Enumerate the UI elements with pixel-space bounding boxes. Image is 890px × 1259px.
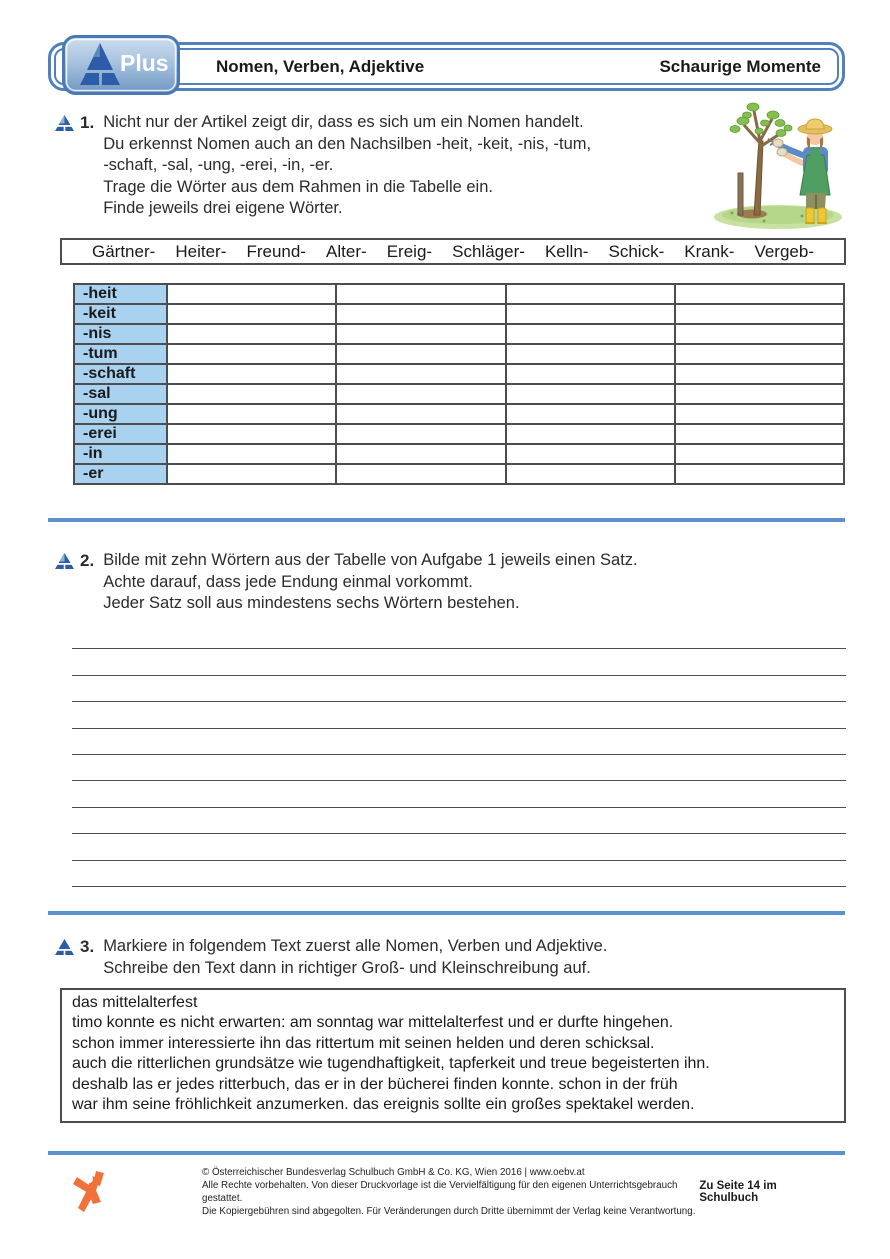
task-text-line: Bilde mit zehn Wörtern aus der Tabelle von Aufgabe 1 jeweils einen Satz. [103, 551, 638, 569]
task-pyramid-icon [55, 939, 74, 955]
word-frame-item: Schick- [608, 241, 665, 261]
task-pyramid-icon [55, 553, 74, 569]
suffix-label-cell: -tum [74, 344, 167, 364]
empty-fill-in-cell [506, 464, 675, 484]
table-row [74, 364, 844, 384]
writing-line [72, 702, 846, 728]
word-frame-item: Vergeb- [754, 241, 814, 261]
empty-fill-in-cell [675, 304, 844, 324]
empty-fill-in-cell [675, 364, 844, 384]
task-text-line: Trage die Wörter aus dem Rahmen in die Tabelle ein. [103, 177, 493, 196]
box-text-line: auch die ritterlichen grundsätze wie tugendhaftigkeit, tapferkeit und treue begeisterten ihn. [72, 1055, 710, 1073]
empty-fill-in-cell [506, 324, 675, 344]
word-frame-item: Krank- [684, 241, 735, 261]
empty-fill-in-cell [336, 384, 505, 404]
empty-fill-in-cell [167, 384, 336, 404]
task-text-line: Du erkennst Nomen auch an den Nachsilben -heit, -keit, -nis, -tum, [103, 134, 592, 153]
empty-fill-in-cell [336, 344, 505, 364]
table-row [74, 444, 844, 464]
empty-fill-in-cell [336, 404, 505, 424]
empty-fill-in-cell [167, 344, 336, 364]
box-text-line: das mittelalterfest [72, 994, 198, 1011]
task-text-line: -schaft, -sal, -ung, -erei, -in, -er. [103, 156, 334, 174]
suffix-table [73, 283, 845, 485]
empty-fill-in-cell [167, 304, 336, 324]
empty-fill-in-cell [506, 344, 675, 364]
writing-line [72, 755, 846, 781]
writing-lines [72, 623, 846, 887]
task-text-line: Achte darauf, dass jede Endung einmal vorkommt. [103, 572, 473, 591]
empty-fill-in-cell [167, 444, 336, 464]
empty-fill-in-cell [336, 444, 505, 464]
suffix-label-cell: -heit [74, 284, 167, 304]
empty-fill-in-cell [167, 464, 336, 484]
empty-fill-in-cell [167, 324, 336, 344]
empty-fill-in-cell [675, 464, 844, 484]
word-frame-item: Alter- [326, 241, 367, 261]
empty-fill-in-cell [675, 324, 844, 344]
empty-fill-in-cell [675, 404, 844, 424]
writing-line [72, 861, 846, 887]
task-text-line: Schreibe den Text dann in richtiger Groß- und Kleinschreibung auf. [103, 958, 591, 977]
task-2 [55, 550, 755, 615]
empty-fill-in-cell [336, 364, 505, 384]
task-number: 1. [80, 113, 95, 132]
empty-fill-in-cell [336, 284, 505, 304]
empty-fill-in-cell [167, 404, 336, 424]
suffix-table-body [74, 284, 844, 484]
page-title: Nomen, Verben, Adjektive [216, 56, 425, 76]
empty-fill-in-cell [506, 364, 675, 384]
gardener-image [702, 95, 857, 230]
task-pyramid-icon [55, 115, 74, 131]
table-row [74, 344, 844, 364]
table-row [74, 404, 844, 424]
suffix-label-cell: -sal [74, 384, 167, 404]
footer-text-line: Alle Rechte vorbehalten. Von dieser Druckvorlage ist die Vervielfältigung für den eigenen Unterrichtsgebrauch gestattet. [202, 1180, 678, 1204]
writing-line [72, 676, 846, 702]
suffix-label-cell: -in [74, 444, 167, 464]
plus-logo-icon [62, 35, 180, 95]
table-row [74, 384, 844, 404]
suffix-label-cell: -nis [74, 324, 167, 344]
word-frame-item: Kelln- [544, 241, 589, 261]
schoolbook-page-reference: Zu Seite 14 im Schulbuch [699, 1180, 777, 1204]
task-text-line: Markiere in folgendem Text zuerst alle Nomen, Verben und Adjektive. [103, 937, 608, 955]
box-text-line: schon immer interessierte ihn das rittertum mit seinen helden und deren schicksal. [72, 1034, 655, 1052]
word-frame-item: Freund- [246, 241, 306, 261]
table-row [74, 324, 844, 344]
section-divider [48, 518, 845, 522]
empty-fill-in-cell [336, 304, 505, 324]
empty-fill-in-cell [167, 284, 336, 304]
writing-line [72, 623, 846, 649]
task-instructions [103, 936, 607, 979]
task-number: 2. [80, 551, 95, 570]
svg-text:Plus: Plus [120, 50, 169, 76]
empty-fill-in-cell [506, 304, 675, 324]
box-text-line: deshalb las er jedes ritterbuch, das er in der bücherei finden konnte. schon in der früh [72, 1075, 678, 1093]
word-frame [60, 238, 846, 265]
footer-text-line: Die Kopiergebühren sind abgegolten. Für Veränderungen durch Dritte übernimmt der Verlag keine Verantwortung. [202, 1206, 696, 1217]
suffix-label-cell: -schaft [74, 364, 167, 384]
task-3 [55, 936, 755, 979]
suffix-label-cell: -erei [74, 424, 167, 444]
writing-line [72, 808, 846, 834]
writing-line [72, 649, 846, 675]
table-row [74, 284, 844, 304]
theme-title: Schaurige Momente [659, 56, 821, 76]
empty-fill-in-cell [675, 384, 844, 404]
table-row [74, 304, 844, 324]
suffix-label-cell: -keit [74, 304, 167, 324]
gardener-illustration [702, 95, 857, 230]
footer-text-line: © Österreichischer Bundesverlag Schulbuch GmbH & Co. KG, Wien 2016 | www.oebv.at [202, 1167, 585, 1178]
writing-line [72, 729, 846, 755]
empty-fill-in-cell [506, 444, 675, 464]
suffix-label-cell: -ung [74, 404, 167, 424]
task-1 [55, 112, 715, 220]
empty-fill-in-cell [675, 424, 844, 444]
empty-fill-in-cell [506, 404, 675, 424]
task-instructions [103, 112, 591, 220]
section-divider [48, 911, 845, 915]
plus-logo [62, 35, 180, 95]
footer [48, 1166, 845, 1218]
empty-fill-in-cell [336, 324, 505, 344]
word-frame-item: Ereig- [386, 241, 433, 261]
word-frame-item: Gärtner- [92, 241, 156, 261]
task-text-line: Finde jeweils drei eigene Wörter. [103, 199, 343, 217]
empty-fill-in-cell [675, 284, 844, 304]
empty-fill-in-cell [167, 364, 336, 384]
footer-divider [48, 1151, 845, 1155]
writing-line [72, 781, 846, 807]
word-frame-item: Heiter- [175, 241, 227, 261]
table-row [74, 424, 844, 444]
empty-fill-in-cell [336, 464, 505, 484]
empty-fill-in-cell [675, 344, 844, 364]
empty-fill-in-cell [167, 424, 336, 444]
task-text-line: Nicht nur der Artikel zeigt dir, dass es sich um ein Nomen handelt. [103, 113, 584, 131]
empty-fill-in-cell [336, 424, 505, 444]
oebv-logo-icon [70, 1166, 114, 1218]
empty-fill-in-cell [506, 284, 675, 304]
word-frame-item: Schläger- [452, 241, 525, 261]
empty-fill-in-cell [506, 384, 675, 404]
writing-line [72, 834, 846, 860]
copyright-text [202, 1166, 699, 1218]
empty-fill-in-cell [675, 444, 844, 464]
empty-fill-in-cell [506, 424, 675, 444]
task-text-line: Jeder Satz soll aus mindestens sechs Wörtern bestehen. [103, 594, 520, 612]
exercise-text-box [60, 988, 846, 1123]
box-text-line: timo konnte es nicht erwarten: am sonntag war mittelalterfest und er durfte hingehen. [72, 1014, 674, 1032]
table-row [74, 464, 844, 484]
suffix-label-cell: -er [74, 464, 167, 484]
task-instructions [103, 550, 637, 615]
task-number: 3. [80, 937, 95, 956]
box-text-line: war ihm seine fröhlichkeit anzumerken. das ereignis sollte ein großes spektakel werden. [72, 1096, 695, 1114]
